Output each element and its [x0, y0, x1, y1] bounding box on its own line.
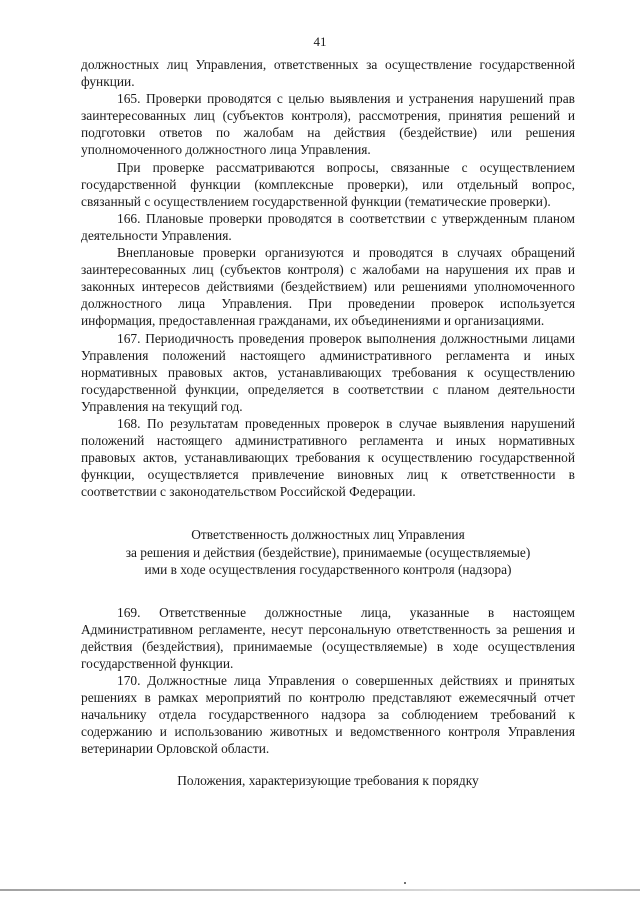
paragraph-165: 165. Проверки проводятся с целью выявления и устранения нарушений прав заинтересованных лиц (субъектов контроля), рассмотрения, принятия решений и подготовки ответов по жалобам на действия (бездействие) или решения уполномоченного должностного лица Управления.	[81, 91, 575, 158]
scan-speck	[404, 882, 406, 884]
paragraph-169: 169. Ответственные должностные лица, указанные в настоящем Административном регламенте, несут персональную ответственность за решения и действия (бездействия), принимаемые (осуществляемые) в ходе осуществления государственной функции.	[81, 604, 575, 671]
paragraph-166: 166. Плановые проверки проводятся в соответствии с утвержденным планом деятельности Управления.	[81, 210, 575, 243]
paragraph-167: 167. Периодичность проведения проверок выполнения должностными лицами Управления положений настоящего административного регламента и иных нормативных правовых актов, устанавливающих требования к осуществлению государственной функции, определяется в соответствии с планом деятельности Управления на текущий год.	[81, 330, 575, 414]
document-body	[81, 56, 575, 789]
section-heading-line-1: Ответственность должностных лиц Управления	[191, 527, 465, 543]
section-heading-line-2: за решения и действия (бездействие), принимаемые (осуществляемые)	[125, 544, 531, 560]
section-heading-line-3: ими в ходе осуществления государственного контроля (надзора)	[144, 561, 512, 577]
paragraph-166-unplanned: Внеплановые проверки организуются и проводятся в случаях обращений заинтересованных лиц (субъектов контроля) с жалобами на нарушения их прав и законных интересов действиями (бездействием) или решениями уполномоченного должностного лица Управления. При проведении проверок используется информация, предоставленная гражданами, их объединениями и организациями.	[81, 245, 575, 329]
paragraph-165-questions: При проверке рассматриваются вопросы, связанные с осуществлением государственной функции (комплексные проверки), или отдельный вопрос, связанный с осуществлением государственной функции (тематические проверки).	[81, 159, 575, 209]
paragraph-continuation: должностных лиц Управления, ответственных за осуществление государственной функции.	[81, 57, 575, 90]
next-section-heading: Положения, характеризующие требования к порядку	[177, 772, 479, 788]
scan-edge-line	[0, 889, 640, 891]
paragraph-170: 170. Должностные лица Управления о совершенных действиях и принятых решениях в рамках мероприятий по контролю представляют ежемесячный отчет начальнику отдела государственного надзора за соблюдением требований к содержанию и использованию животных и ведомственного контроля Управления ветеринарии Орловской области.	[81, 673, 575, 757]
section-heading	[81, 517, 575, 586]
paragraph-168: 168. По результатам проведенных проверок в случае выявления нарушений положений настоящего административного регламента и иных нормативных правовых актов, устанавливающих требования к осуществлению государственной функции, осуществляется привлечение виновных лиц к ответственности в соответствии с законодательством Российской Федерации.	[81, 415, 575, 500]
page-number: 41	[313, 34, 327, 49]
